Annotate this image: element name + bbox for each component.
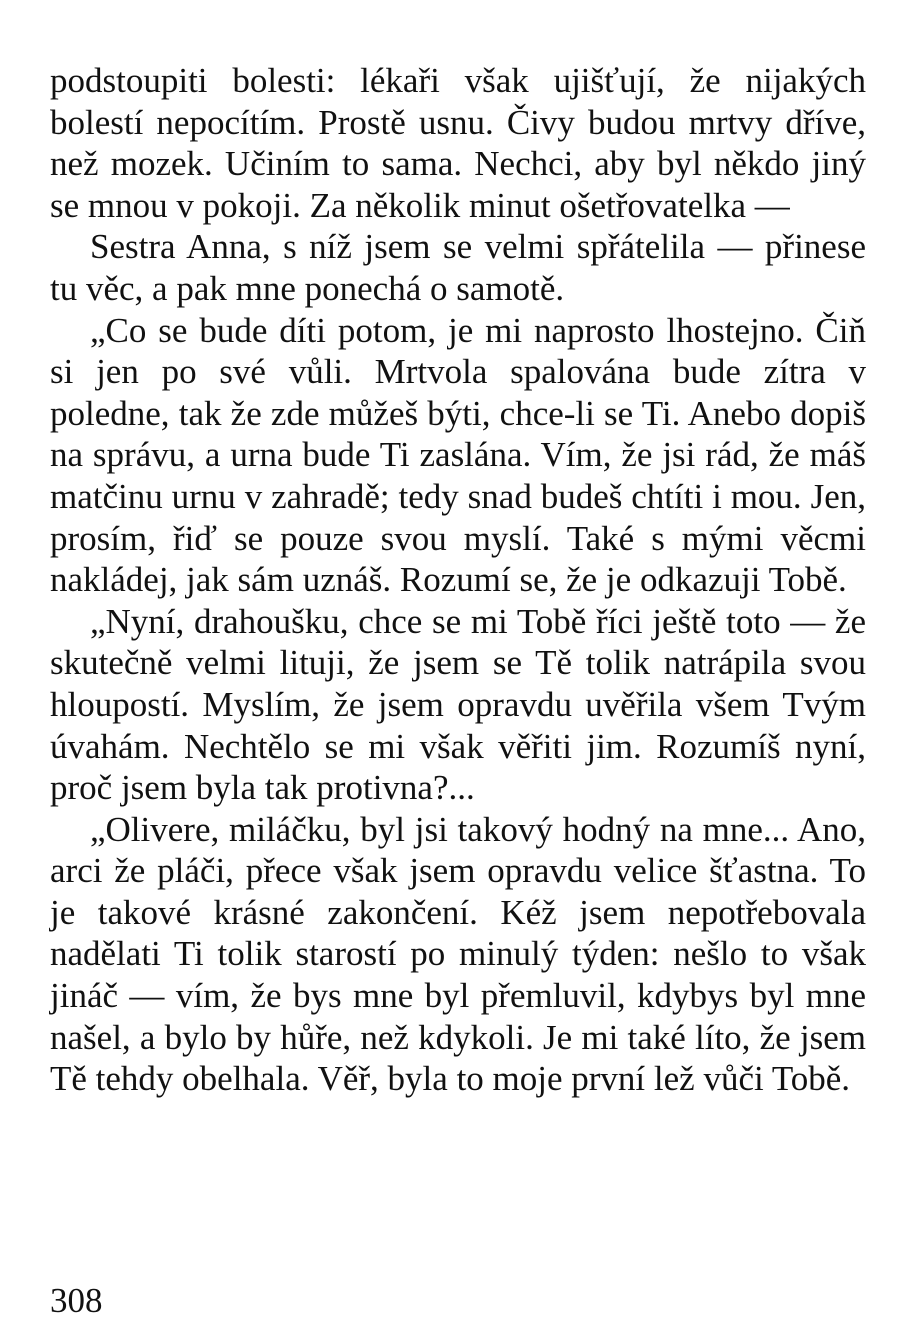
paragraph-3: „Co se bude díti potom, je mi naprosto lhostejno. Čiň si jen po své vůli. Mrtvola spalována bude zítra v poledne, tak že zde můžeš býti, chce-li se Ti. Anebo dopiš na správu, a urna bude Ti zaslána. Vím, že jsi rád, že máš matčinu urnu v zahradě; tedy snad budeš chtíti i mou. Jen, prosím, řiď se pouze svou myslí. Také s mými věcmi nakládej, jak sám uznáš. Rozumí se, že je odkazuji Tobě. (50, 310, 866, 600)
paragraph-2: Sestra Anna, s níž jsem se velmi spřátelila — přinese tu věc, a pak mne ponechá o samotě. (50, 227, 866, 308)
paragraph-5: „Olivere, miláčku, byl jsi takový hodný na mne... Ano, arci že pláči, přece však jsem opravdu velice šťastna. To je takové krásné zakončení. Kéž jsem nepotřebovala nadělati Ti tolik starostí po minulý týden: nešlo to však jináč — vím, že bys mne byl přemluvil, kdybys byl mne našel, a bylo by hůře, než kdykoli. Je mi také líto, že jsem Tě tehdy obelhala. Věř, byla to moje první lež vůči Tobě. (50, 809, 866, 1099)
page-number: 308 (50, 1281, 103, 1320)
page-body (50, 60, 866, 1100)
paragraph-4: „Nyní, drahoušku, chce se mi Tobě říci ještě toto — že skutečně velmi lituji, že jsem se Tě tolik natrápila svou hloupostí. Myslím, že jsem opravdu uvěřila všem Tvým úvahám. Nechtělo se mi však věřiti jim. Rozumíš nyní, proč jsem byla tak protivna?... (50, 601, 866, 808)
paragraph-1: podstoupiti bolesti: lékaři však ujišťují, že nijakých bolestí nepocítím. Prostě usnu. Čivy budou mrtvy dříve, než mozek. Učiním to sama. Nechci, aby byl někdo jiný se mnou v pokoji. Za několik minut ošetřovatelka — (50, 61, 866, 225)
